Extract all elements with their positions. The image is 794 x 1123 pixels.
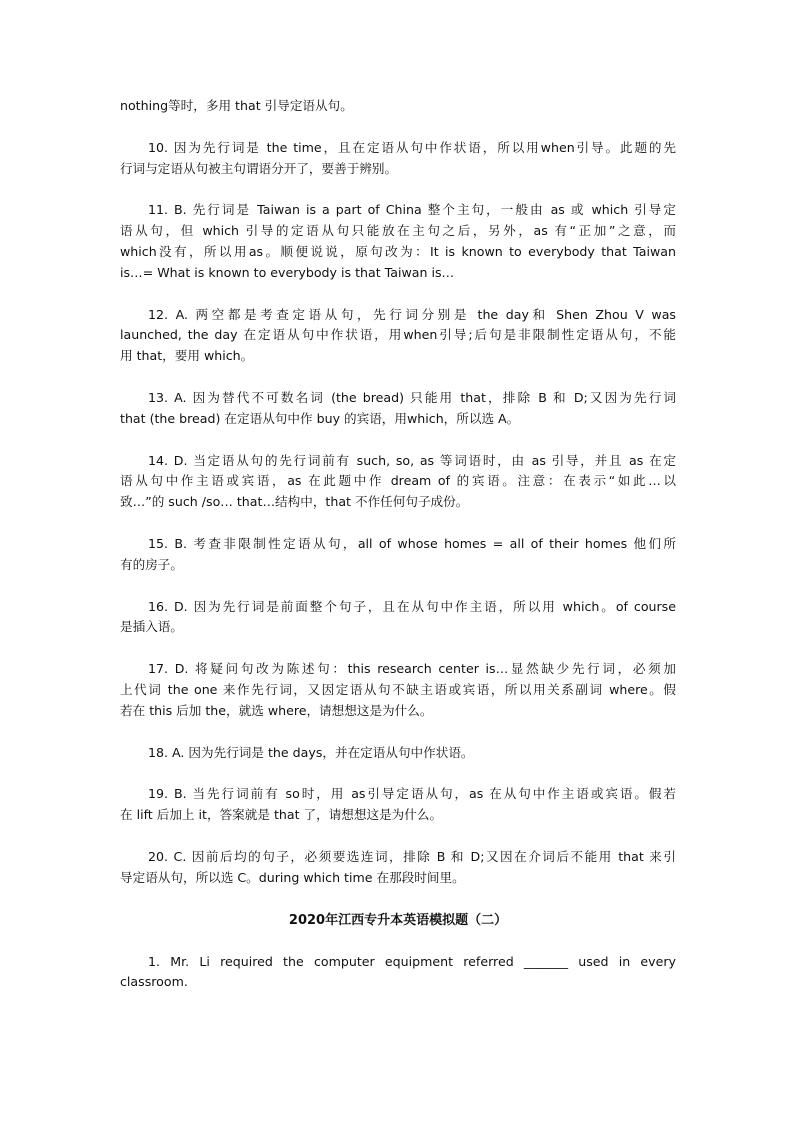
text-line: 是插入语。 [120, 619, 183, 635]
text-line: is…= What is known to everybody is that Taiwan is… [120, 264, 455, 280]
answer-12 [120, 305, 676, 367]
answer-20 [120, 847, 676, 889]
text-line: 在 lift 后加上 it，答案就是 that 了，请想想这是为什么。 [120, 807, 443, 823]
answer-18 [120, 743, 676, 764]
text-line: which没有，所以用as。顺便说说，原句改为：It is known to everybody that Taiwan [120, 243, 676, 259]
text-line: 17. D. 将疑问句改为陈述句：this research center is…显然缺少先行词，必须加 [148, 661, 676, 677]
text-line: 15. B. 考查非限制性定语从句，all of whose homes = all of their homes 他们所 [148, 535, 676, 551]
text-line: 14. D. 当定语从句的先行词前有 such, so, as 等词语时，由 as 引导，并且 as 在定 [148, 452, 676, 468]
text-line: that (the bread) 在定语从句中作 buy 的宾语，用which，所以选 A。 [120, 410, 520, 426]
text-line: 16. D. 因为先行词是前面整个句子，且在从句中作主语，所以用 which。of course [148, 598, 676, 614]
document-page [120, 96, 676, 1014]
answer-15 [120, 534, 676, 576]
text-line: 1. Mr. Li required the computer equipment referred _______ used in every [148, 953, 676, 969]
text-line: 19. B. 当先行词前有 so时，用 as引导定语从句，as 在从句中作主语或宾语。假若 [148, 786, 676, 802]
text-line: 上代词 the one 来作先行词，又因定语从句不缺主语或宾语，所以用关系副词 where。假 [120, 681, 676, 697]
text-line: 18. A. 因为先行词是 the days，并在定语从句中作状语。 [148, 744, 474, 760]
text-line: 13. A. 因为替代不可数名词 (the bread) 只能用 that，排除 B 和 D;又因为先行词 [148, 389, 676, 405]
answer-17 [120, 659, 676, 721]
question-1 [120, 952, 676, 994]
answer-16 [120, 597, 676, 639]
text-line: 20. C. 因前后均的句子，必须要选连词，排除 B 和 D;又因在介词后不能用 that 来引 [148, 848, 676, 864]
text-line: nothing等时，多用 that 引导定语从句。 [120, 98, 353, 113]
text-line: 10. 因为先行词是 the time，且在定语从句中作状语，所以用when引导。此题的先 [148, 139, 676, 155]
text-line: 致…”的 such /so… that…结构中，that 不作任何句子成份。 [120, 494, 469, 510]
answer-14 [120, 451, 676, 513]
text-line: 用 that，要用 which。 [120, 348, 254, 364]
answer-13 [120, 388, 676, 430]
text-line: launched, the day 在定语从句中作状语，用when引导;后句是非限制性定语从句，不能 [120, 327, 676, 343]
section-heading: 2020年江西专升本英语模拟题（二） [288, 912, 508, 928]
text-line: 语从句，但 which 引导的定语从句只能放在主句之后，另外，as 有“正加”之意，而 [120, 223, 676, 239]
text-line: 有的房子。 [120, 556, 183, 572]
text-line: 行词与定语从句被主句谓语分开了，要善于辨别。 [120, 160, 398, 176]
text-line: classroom. [120, 974, 188, 990]
text-line: 导定语从句，所以选 C。during which time 在那段时间里。 [120, 869, 465, 885]
answer-19 [120, 784, 676, 826]
text-line: 11. B. 先行词是 Taiwan is a part of China 整个主句，一般由 as 或 which 引导定 [148, 202, 676, 218]
text-line: 12. A. 两空都是考查定语从句，先行词分别是 the day和 Shen Zhou V was [148, 306, 676, 322]
text-line: 若在 this 后加 the，就选 where，请想想这是为什么。 [120, 702, 433, 718]
answer-10 [120, 138, 676, 180]
answer-11 [120, 200, 676, 283]
text-line: 语从句中作主语或宾语，as 在此题中作 dream of 的宾语。注意：在表示“如此…以 [120, 473, 676, 489]
paragraph-intro [120, 96, 676, 117]
